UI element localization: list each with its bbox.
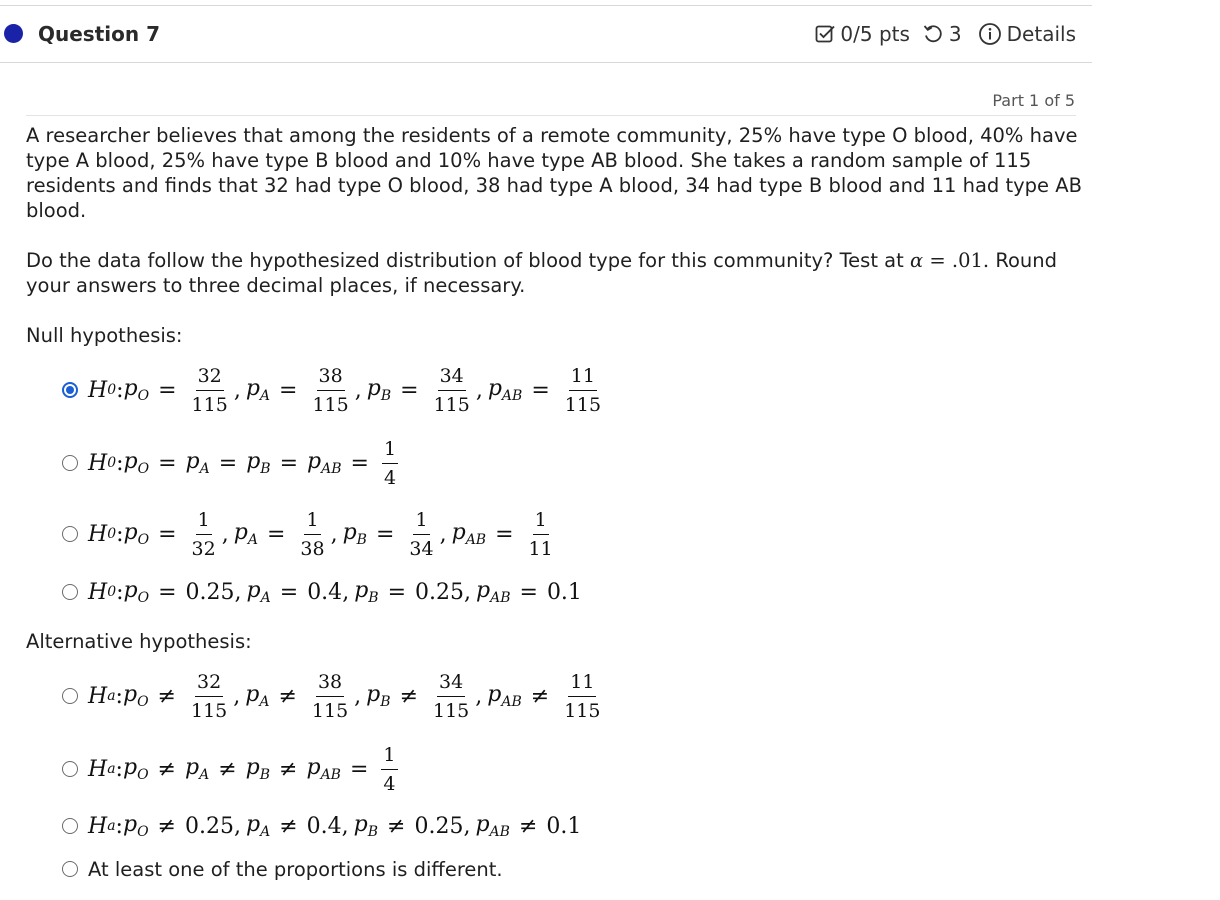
fraction: $\frac{11}{115}$ xyxy=(564,364,602,416)
proportion-ab: $p_{AB}$ xyxy=(451,520,487,548)
null-option-1[interactable] xyxy=(62,360,607,420)
proportion-b: $p_B$ xyxy=(354,578,379,606)
hypothesis-expression: H 0 : $p_O$ = $\frac{32}{115}$ , $p_A$ = $\frac{38}{115}$ , $p_B$ = $\frac{34}{115}$ , $p_{AB}$ = $\frac{11}{115}$ xyxy=(88,364,602,416)
retry-icon[interactable] xyxy=(922,23,944,45)
proportion-a: $p_A$ xyxy=(233,520,258,548)
header-divider xyxy=(0,62,1092,63)
radio-button[interactable] xyxy=(62,688,78,704)
hypothesis-expression: H 0 : $p_O$ = 0.25 , $p_A$ = 0.4 , $p_B$ = 0.25 , $p_{AB}$ = 0.1 xyxy=(88,578,582,606)
hypothesis-expression: H 0 : $p_O$ = $\frac{1}{32}$ , $p_A$ = $\frac{1}{38}$ , $p_B$ = $\frac{1}{34}$ , $p_{AB}$ = $\frac{1}{11}$ xyxy=(88,508,553,560)
alternative-hypothesis-label: Alternative hypothesis: xyxy=(26,630,252,653)
radio-button[interactable] xyxy=(62,455,78,471)
null-option-3[interactable] xyxy=(62,504,559,564)
fraction: $\frac{11}{115}$ xyxy=(564,670,601,722)
part-indicator: Part 1 of 5 xyxy=(992,91,1075,110)
radio-button[interactable] xyxy=(62,526,78,542)
option-text: At least one of the proportions is different. xyxy=(88,857,503,881)
alpha-value: .01. xyxy=(951,249,990,272)
info-icon[interactable] xyxy=(978,22,1002,46)
alt-option-1[interactable] xyxy=(62,666,606,726)
fraction: $\frac{32}{115}$ xyxy=(191,364,228,416)
proportion-a: $p_A$ xyxy=(246,578,271,606)
fraction: $\frac{1}{34}$ xyxy=(409,508,434,560)
proportion-value: 0.1 xyxy=(546,813,582,839)
proportion-a: $p_A$ xyxy=(245,376,271,404)
null-hypothesis-label: Null hypothesis: xyxy=(26,324,183,347)
radio-button[interactable] xyxy=(62,382,78,398)
hypothesis-expression: H a : $p_O$ ≠ $\frac{32}{115}$ , $p_A$ ≠ $\frac{38}{115}$ , $p_B$ ≠ $\frac{34}{115}$ , $p_{AB}$ ≠ $\frac{11}{115}$ xyxy=(88,670,601,722)
proportion-ab: $p_{AB}$ xyxy=(475,812,510,840)
proportion-ab: $p_{AB}$ xyxy=(306,755,341,783)
proportion-ab: $p_{AB}$ xyxy=(487,682,522,710)
proportion-value: 0.4 xyxy=(307,579,343,605)
fraction: $\frac{34}{115}$ xyxy=(433,670,470,722)
question-status-dot xyxy=(4,24,23,43)
problem-paragraph: A researcher believes that among the residents of a remote community, 25% have type O blood, 40% have type A blood, 25% have type B blood and 10% have type AB blood. She takes a random sample of 115 residents and finds that 32 had type O blood, 38 had type A blood, 34 had type B blood and 11 had type AB blood. xyxy=(26,124,1082,222)
proportion-value: 0.25 xyxy=(415,579,464,605)
proportion-ab: $p_{AB}$ xyxy=(487,376,523,404)
proportion-value: 0.1 xyxy=(546,579,582,605)
proportion-ab: $p_{AB}$ xyxy=(476,578,511,606)
proportion-o: $p_O$ xyxy=(122,812,149,840)
fraction: $\frac{34}{115}$ xyxy=(433,364,470,416)
question-header xyxy=(0,10,1092,62)
proportion-value: 0.4 xyxy=(306,813,342,839)
radio-button[interactable] xyxy=(62,861,78,877)
proportion-value: 0.25 xyxy=(185,579,235,605)
proportion-b: $p_B$ xyxy=(366,682,391,710)
fraction: $\frac{1}{38}$ xyxy=(300,508,325,560)
question-meta xyxy=(814,22,1076,46)
hypothesis-expression: H a : $p_O$ ≠ $p_A$ ≠ $p_B$ ≠ $p_{AB}$ = $\frac{1}{4}$ xyxy=(88,743,396,795)
attempts-count: 3 xyxy=(948,22,962,46)
proportion-b: $p_B$ xyxy=(245,755,271,783)
fraction: $\frac{38}{115}$ xyxy=(312,364,349,416)
radio-button[interactable] xyxy=(62,761,78,777)
score-text: 0/5 pts xyxy=(840,22,910,46)
proportion-b: $p_B$ xyxy=(353,812,379,840)
part-divider xyxy=(26,115,1076,116)
proportion-a: $p_A$ xyxy=(245,812,271,840)
radio-button[interactable] xyxy=(62,818,78,834)
fraction: $\frac{1}{11}$ xyxy=(528,508,553,560)
proportion-o: $p_O$ xyxy=(123,376,150,404)
fraction: $\frac{1}{4}$ xyxy=(383,743,396,795)
proportion-o: $p_O$ xyxy=(123,578,150,606)
proportion-value: 0.25 xyxy=(184,813,234,839)
proportion-value: 0.25 xyxy=(414,813,464,839)
proportion-b: $p_B$ xyxy=(366,376,392,404)
details-link[interactable]: Details xyxy=(1006,22,1076,46)
alpha-symbol: α xyxy=(909,249,924,272)
proportion-a: $p_A$ xyxy=(245,682,270,710)
alt-option-4[interactable] xyxy=(62,839,503,899)
null-option-4[interactable] xyxy=(62,562,582,622)
radio-button[interactable] xyxy=(62,584,78,600)
proportion-b: $p_B$ xyxy=(246,449,271,477)
fraction: $\frac{1}{4}$ xyxy=(383,437,397,489)
hypothesis-expression: H 0 : $p_O$ = $p_A$ = $p_B$ = $p_{AB}$ = $\frac{1}{4}$ xyxy=(88,437,397,489)
alt-option-2[interactable] xyxy=(62,739,402,799)
checkbox-score-icon xyxy=(814,23,836,45)
fraction: $\frac{1}{32}$ xyxy=(191,508,216,560)
proportion-a: $p_A$ xyxy=(185,449,210,477)
proportion-o: $p_O$ xyxy=(122,682,149,710)
problem-instructions: Do the data follow the hypothesized distribution of blood type for this community? Test at α = .01. Round your answers to three decimal places, if necessary. xyxy=(26,249,1058,297)
question-title: Question 7 xyxy=(38,22,160,46)
top-divider xyxy=(0,5,1092,6)
proportion-a: $p_A$ xyxy=(184,755,210,783)
proportion-o: $p_O$ xyxy=(123,449,150,477)
fraction: $\frac{38}{115}$ xyxy=(311,670,349,722)
proportion-ab: $p_{AB}$ xyxy=(307,449,342,477)
proportion-o: $p_O$ xyxy=(123,520,150,548)
fraction: $\frac{32}{115}$ xyxy=(190,670,228,722)
null-option-2[interactable] xyxy=(62,433,402,493)
proportion-o: $p_O$ xyxy=(122,755,149,783)
proportion-b: $p_B$ xyxy=(342,520,367,548)
hypothesis-expression: H a : $p_O$ ≠ 0.25 , $p_A$ ≠ 0.4 , $p_B$ ≠ 0.25 , $p_{AB}$ ≠ 0.1 xyxy=(88,812,582,840)
